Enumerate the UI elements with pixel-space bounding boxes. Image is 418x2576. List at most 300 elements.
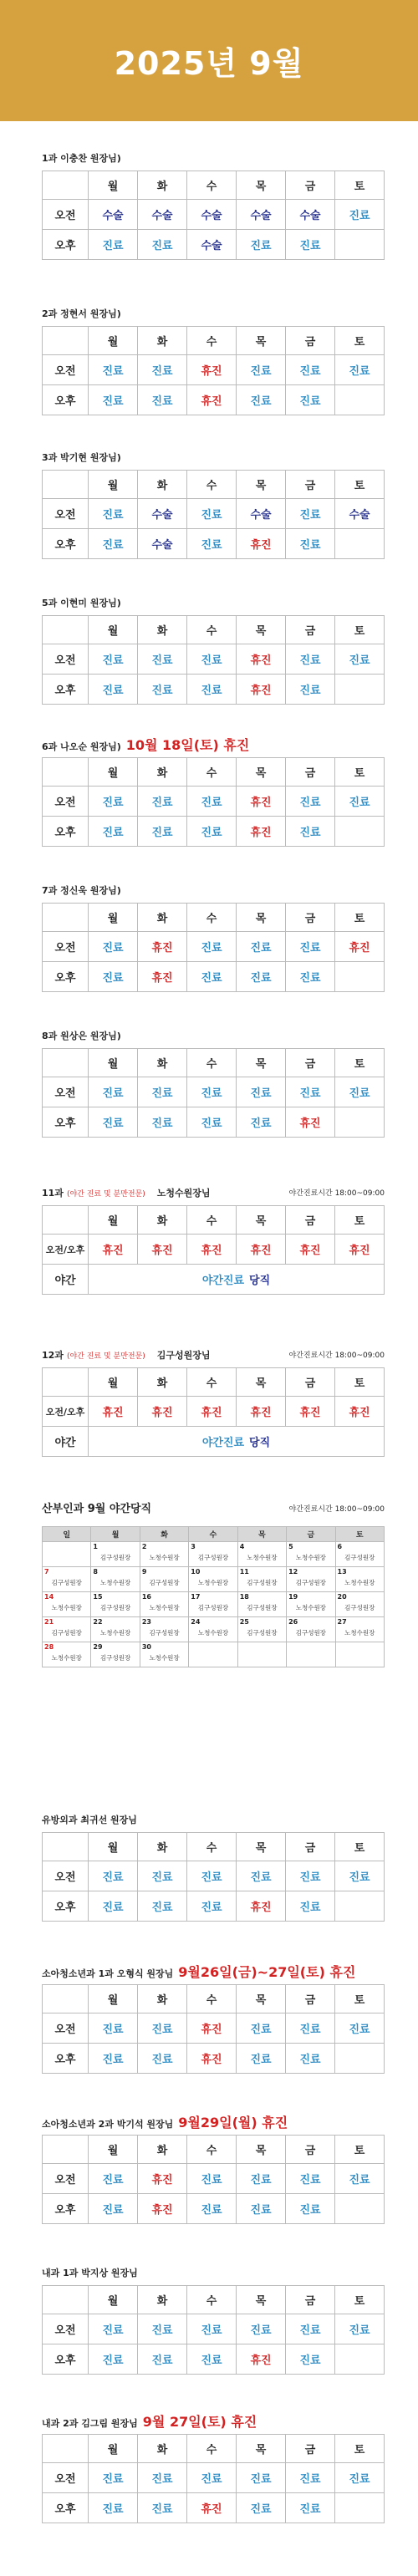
table-corner	[43, 1049, 89, 1077]
clinic-prefix: 12과	[42, 1350, 64, 1361]
table-row	[43, 499, 385, 529]
day-header: 토	[335, 2286, 385, 2314]
table-corner	[43, 471, 89, 499]
schedule-cell: 진료	[286, 2344, 335, 2375]
clinic-section	[42, 2267, 385, 2375]
table-row	[43, 2463, 385, 2493]
day-header: 월	[89, 2136, 138, 2164]
day-header: 토	[335, 471, 385, 499]
schedule-cell: 휴진	[138, 932, 187, 962]
table-header-row	[43, 1049, 385, 1077]
calendar-week	[43, 1542, 385, 1567]
table-header-row	[43, 1833, 385, 1861]
day-number: 14	[44, 1593, 54, 1601]
schedule-cell: 수술	[187, 230, 237, 260]
calendar-title	[42, 1503, 385, 1518]
row-label: 오전/오후	[43, 1235, 89, 1265]
table-header-row	[43, 171, 385, 200]
row-label: 오후	[43, 817, 89, 847]
schedule-cell: 진료	[89, 2164, 138, 2194]
day-header: 목	[237, 1049, 286, 1077]
table-row	[43, 2344, 385, 2375]
clinic-title	[42, 152, 385, 165]
table-row	[43, 529, 385, 559]
row-label: 오후	[43, 962, 89, 992]
table-header-row	[43, 471, 385, 499]
schedule-cell: 진료	[138, 2044, 187, 2074]
schedule-cell	[335, 2044, 385, 2074]
table-row	[43, 1861, 385, 1891]
calendar-hours: 야간진료시간 18:00~09:00	[288, 1505, 385, 1514]
day-header: 월	[89, 2286, 138, 2314]
clinic-name: 8과 원상은 원장님)	[42, 1031, 121, 1041]
schedule-table	[42, 2285, 385, 2375]
schedule-cell: 진료	[335, 200, 385, 230]
day-header: 금	[286, 2435, 335, 2463]
schedule-cell	[335, 2493, 385, 2523]
table-row	[43, 2493, 385, 2523]
calendar-day	[287, 1642, 335, 1667]
schedule-cell: 진료	[89, 1107, 138, 1138]
duty-doctor: 김구성원장	[247, 1604, 278, 1611]
schedule-cell: 휴진	[89, 1397, 138, 1427]
schedule-cell	[335, 675, 385, 705]
day-header: 월	[89, 327, 138, 355]
table-row	[43, 817, 385, 847]
schedule-cell: 수술	[138, 200, 187, 230]
clinic-name: 유방외과 최귀선 원장님	[42, 1815, 137, 1825]
schedule-cell: 진료	[138, 787, 187, 817]
day-number: 1	[93, 1543, 98, 1550]
day-header: 화	[138, 2435, 187, 2463]
calendar-day	[91, 1592, 140, 1617]
duty-doctor: 김구성원장	[100, 1554, 131, 1561]
schedule-cell: 진료	[286, 385, 335, 415]
clinic-title	[42, 597, 385, 610]
calendar-table	[42, 1526, 385, 1667]
schedule-cell: 진료	[286, 962, 335, 992]
schedule-cell: 진료	[187, 932, 237, 962]
schedule-cell: 진료	[286, 2013, 335, 2044]
schedule-cell: 진료	[89, 2493, 138, 2523]
schedule-cell: 휴진	[138, 2194, 187, 2224]
schedule-cell: 휴진	[187, 1235, 237, 1265]
clinic-tag: (야간 진료 및 분만전문)	[66, 1352, 145, 1361]
schedule-cell: 휴진	[187, 1397, 237, 1427]
schedule-cell: 진료	[187, 675, 237, 705]
schedule-cell: 휴진	[335, 932, 385, 962]
day-header: 목	[237, 171, 286, 200]
schedule-cell: 진료	[89, 529, 138, 559]
table-row	[43, 962, 385, 992]
schedule-cell: 휴진	[89, 1235, 138, 1265]
schedule-cell: 수술	[138, 529, 187, 559]
schedule-cell: 수술	[237, 200, 286, 230]
schedule-cell: 진료	[89, 675, 138, 705]
schedule-cell: 진료	[89, 787, 138, 817]
schedule-cell: 진료	[286, 355, 335, 385]
duty-doctor: 노청수원장	[149, 1554, 180, 1561]
row-label: 오전	[43, 200, 89, 230]
schedule-cell: 진료	[286, 675, 335, 705]
table-row	[43, 1397, 385, 1427]
day-header: 월	[89, 471, 138, 499]
day-header: 화	[138, 1368, 187, 1397]
row-label: 오전	[43, 787, 89, 817]
table-row	[43, 1107, 385, 1138]
schedule-cell: 진료	[286, 1891, 335, 1922]
clinic-title	[42, 2416, 385, 2429]
day-header: 수	[187, 2136, 237, 2164]
table-corner	[43, 616, 89, 644]
schedule-cell: 수술	[237, 499, 286, 529]
clinic-section	[42, 451, 385, 559]
schedule-cell: 휴진	[187, 2493, 237, 2523]
day-header: 금	[286, 1368, 335, 1397]
day-number: 28	[44, 1643, 54, 1651]
calendar-day	[140, 1567, 188, 1592]
day-number: 8	[93, 1568, 98, 1576]
schedule-cell: 진료	[335, 2164, 385, 2194]
day-header: 월	[89, 2435, 138, 2463]
row-label: 오전	[43, 644, 89, 675]
day-header: 토	[335, 616, 385, 644]
day-number: 4	[239, 1543, 245, 1550]
table-row	[43, 644, 385, 675]
schedule-cell: 휴진	[187, 385, 237, 415]
duty-doctor: 김구성원장	[344, 1554, 375, 1561]
day-header: 화	[138, 327, 187, 355]
schedule-table	[42, 757, 385, 847]
day-header: 목	[237, 2435, 286, 2463]
schedule-cell: 진료	[187, 2314, 237, 2344]
calendar-day	[237, 1567, 286, 1592]
day-header: 금	[286, 2136, 335, 2164]
calendar-day	[140, 1592, 188, 1617]
row-label: 오전	[43, 2164, 89, 2194]
schedule-cell: 진료	[89, 2194, 138, 2224]
day-header: 수	[187, 2435, 237, 2463]
duty-doctor: 김구성원장	[247, 1579, 278, 1586]
night-cell	[89, 1427, 385, 1457]
day-header: 화	[138, 1206, 187, 1235]
schedule-cell: 휴진	[237, 675, 286, 705]
day-header: 토	[335, 904, 385, 932]
duty-doctor: 김구성원장	[197, 1604, 229, 1611]
row-label: 오전	[43, 932, 89, 962]
schedule-cell: 진료	[237, 1077, 286, 1107]
table-header-row	[43, 1206, 385, 1235]
day-number: 27	[337, 1618, 347, 1626]
table-row	[43, 932, 385, 962]
day-header: 금	[286, 616, 335, 644]
table-corner	[43, 2136, 89, 2164]
day-header: 토	[335, 1985, 385, 2013]
schedule-cell: 수술	[187, 200, 237, 230]
table-row	[43, 385, 385, 415]
calendar-day	[189, 1542, 237, 1567]
weekday-header: 금	[287, 1527, 335, 1542]
night-label: 야간진료	[201, 1275, 245, 1287]
table-row	[43, 200, 385, 230]
duty-doctor: 노청수원장	[100, 1579, 131, 1586]
table-row	[43, 2013, 385, 2044]
duty-doctor: 노청수원장	[100, 1629, 131, 1637]
night-clinic-section	[42, 1349, 385, 1457]
table-corner	[43, 904, 89, 932]
schedule-cell: 진료	[237, 355, 286, 385]
schedule-cell: 휴진	[138, 2164, 187, 2194]
calendar-day	[287, 1617, 335, 1642]
schedule-cell: 진료	[237, 2194, 286, 2224]
schedule-table	[42, 1984, 385, 2074]
schedule-cell: 진료	[286, 499, 335, 529]
duty-doctor: 김구성원장	[100, 1604, 131, 1611]
schedule-cell: 휴진	[237, 529, 286, 559]
schedule-cell: 진료	[89, 817, 138, 847]
clinic-name: 소아청소년과 2과 박기석 원장님	[42, 2119, 174, 2130]
schedule-cell	[335, 2344, 385, 2375]
day-header: 화	[138, 2136, 187, 2164]
row-label: 오전	[43, 2013, 89, 2044]
day-header: 금	[286, 471, 335, 499]
row-label: 오전	[43, 1861, 89, 1891]
duty-doctor: 노청수원장	[295, 1604, 326, 1611]
duty-doctor: 김구성원장	[149, 1579, 180, 1586]
day-header: 목	[237, 471, 286, 499]
day-header: 수	[187, 1833, 237, 1861]
table-header-row	[43, 2435, 385, 2463]
schedule-table	[42, 1048, 385, 1138]
schedule-cell: 진료	[237, 932, 286, 962]
day-header: 화	[138, 2286, 187, 2314]
clinic-doctor: 노청수원장님	[156, 1188, 211, 1199]
day-header: 금	[286, 171, 335, 200]
duty-doctor: 김구성원장	[51, 1629, 82, 1637]
schedule-cell: 진료	[138, 2344, 187, 2375]
schedule-table	[42, 1205, 385, 1295]
schedule-cell: 휴진	[187, 355, 237, 385]
table-row	[43, 2314, 385, 2344]
clinic-name: 소아청소년과 1과 오형식 원장님	[42, 1968, 174, 1979]
schedule-cell: 진료	[237, 230, 286, 260]
day-header: 화	[138, 758, 187, 787]
schedule-cell: 진료	[286, 817, 335, 847]
schedule-cell: 진료	[335, 355, 385, 385]
schedule-cell: 진료	[237, 2044, 286, 2074]
schedule-cell: 휴진	[237, 817, 286, 847]
schedule-cell: 휴진	[138, 1397, 187, 1427]
calendar-day	[91, 1542, 140, 1567]
calendar-header-row	[43, 1527, 385, 1542]
schedule-cell: 휴진	[237, 1891, 286, 1922]
day-header: 토	[335, 171, 385, 200]
row-label: 오후	[43, 675, 89, 705]
table-corner	[43, 1985, 89, 2013]
day-header: 목	[237, 327, 286, 355]
day-number: 21	[44, 1618, 54, 1626]
schedule-cell: 진료	[237, 962, 286, 992]
calendar-day	[140, 1642, 188, 1667]
schedule-cell: 휴진	[237, 1397, 286, 1427]
weekday-header: 수	[189, 1527, 237, 1542]
schedule-cell: 진료	[89, 2344, 138, 2375]
calendar-day	[189, 1567, 237, 1592]
schedule-cell: 휴진	[138, 1235, 187, 1265]
page-title: 2025년 9월	[114, 45, 304, 82]
day-header: 월	[89, 758, 138, 787]
closure-notice: 9월 27일(토) 휴진	[142, 2414, 257, 2430]
row-label: 오후	[43, 2194, 89, 2224]
day-header: 금	[286, 758, 335, 787]
schedule-cell: 휴진	[237, 787, 286, 817]
schedule-cell	[335, 385, 385, 415]
schedule-cell: 진료	[187, 644, 237, 675]
table-corner	[43, 327, 89, 355]
row-label: 오전	[43, 2463, 89, 2493]
calendar-day	[91, 1567, 140, 1592]
schedule-cell: 진료	[286, 2314, 335, 2344]
day-number: 2	[141, 1543, 147, 1550]
day-header: 토	[335, 327, 385, 355]
day-header: 화	[138, 616, 187, 644]
table-corner	[43, 1368, 89, 1397]
schedule-cell: 진료	[89, 1891, 138, 1922]
schedule-cell: 진료	[286, 529, 335, 559]
schedule-cell: 진료	[237, 385, 286, 415]
clinic-title	[42, 884, 385, 898]
night-sub: 당직	[249, 1437, 271, 1449]
calendar-day	[335, 1642, 384, 1667]
schedule-cell: 진료	[286, 2493, 335, 2523]
schedule-cell: 진료	[187, 787, 237, 817]
day-header: 금	[286, 2286, 335, 2314]
schedule-table	[42, 903, 385, 992]
day-header: 금	[286, 1206, 335, 1235]
day-header: 금	[286, 1985, 335, 2013]
row-label: 오후	[43, 1891, 89, 1922]
schedule-cell: 휴진	[237, 1235, 286, 1265]
day-number: 23	[141, 1618, 151, 1626]
clinic-title	[42, 1966, 385, 1979]
schedule-cell: 진료	[89, 2463, 138, 2493]
night-label: 야간진료	[201, 1437, 245, 1449]
clinic-section	[42, 884, 385, 992]
clinic-name: 6과 나오순 원장님)	[42, 741, 121, 752]
clinic-name: 2과 정현서 원장님)	[42, 308, 121, 319]
day-number: 29	[93, 1643, 103, 1651]
table-row	[43, 2194, 385, 2224]
calendar-day	[91, 1617, 140, 1642]
day-header: 토	[335, 758, 385, 787]
day-header: 토	[335, 2136, 385, 2164]
schedule-cell: 진료	[138, 675, 187, 705]
schedule-cell: 수술	[286, 200, 335, 230]
schedule-cell: 진료	[237, 2013, 286, 2044]
duty-doctor: 김구성원장	[51, 1579, 82, 1586]
table-corner	[43, 2286, 89, 2314]
table-row	[43, 230, 385, 260]
day-header: 목	[237, 904, 286, 932]
clinic-section	[42, 1814, 385, 1922]
schedule-cell: 진료	[335, 2463, 385, 2493]
day-header: 수	[187, 327, 237, 355]
calendar-day	[189, 1592, 237, 1617]
table-row	[43, 2044, 385, 2074]
day-header: 화	[138, 1985, 187, 2013]
row-label: 오전	[43, 1077, 89, 1107]
calendar-day	[237, 1642, 286, 1667]
day-number: 30	[141, 1643, 151, 1651]
closure-notice: 9월26일(금)~27일(토) 휴진	[178, 1964, 356, 1980]
table-row	[43, 1235, 385, 1265]
row-label: 오전	[43, 499, 89, 529]
schedule-cell: 진료	[187, 2344, 237, 2375]
clinic-prefix: 11과	[42, 1188, 64, 1199]
day-number: 17	[191, 1593, 201, 1601]
calendar-week	[43, 1567, 385, 1592]
calendar-day	[287, 1567, 335, 1592]
day-header: 수	[187, 1049, 237, 1077]
schedule-cell: 진료	[286, 1861, 335, 1891]
day-header: 수	[187, 1368, 237, 1397]
clinic-title	[42, 1030, 385, 1043]
schedule-cell: 진료	[237, 2463, 286, 2493]
day-number: 22	[93, 1618, 103, 1626]
clinic-name: 3과 박기현 원장님)	[42, 452, 121, 463]
day-number: 9	[141, 1568, 147, 1576]
day-header: 수	[187, 2286, 237, 2314]
day-header: 목	[237, 2286, 286, 2314]
schedule-cell: 진료	[187, 817, 237, 847]
schedule-cell: 진료	[187, 499, 237, 529]
schedule-cell: 휴진	[187, 2013, 237, 2044]
calendar-day	[287, 1592, 335, 1617]
table-corner	[43, 1833, 89, 1861]
row-label: 오후	[43, 230, 89, 260]
day-header: 토	[335, 1049, 385, 1077]
schedule-cell	[335, 529, 385, 559]
schedule-cell: 진료	[89, 2314, 138, 2344]
day-header: 토	[335, 1368, 385, 1397]
duty-doctor: 노청수원장	[197, 1579, 229, 1586]
calendar-day	[43, 1592, 91, 1617]
day-number: 15	[93, 1593, 103, 1601]
day-header: 목	[237, 1833, 286, 1861]
row-label: 오후	[43, 2493, 89, 2523]
table-header-row	[43, 904, 385, 932]
schedule-cell: 진료	[286, 644, 335, 675]
calendar-day	[43, 1542, 91, 1567]
schedule-cell: 진료	[89, 644, 138, 675]
schedule-cell: 진료	[286, 787, 335, 817]
day-number: 11	[239, 1568, 249, 1576]
night-cell	[89, 1265, 385, 1295]
day-header: 월	[89, 171, 138, 200]
duty-doctor: 김구성원장	[100, 1654, 131, 1662]
calendar-day	[335, 1567, 384, 1592]
schedule-cell: 진료	[138, 817, 187, 847]
schedule-cell: 진료	[187, 2463, 237, 2493]
schedule-cell: 진료	[138, 2493, 187, 2523]
duty-doctor: 김구성원장	[295, 1629, 326, 1637]
day-number: 3	[191, 1543, 196, 1550]
schedule-cell: 진료	[237, 2314, 286, 2344]
calendar-week	[43, 1642, 385, 1667]
schedule-cell: 진료	[286, 932, 335, 962]
row-label: 오전	[43, 355, 89, 385]
duty-doctor: 노청수원장	[247, 1554, 278, 1561]
